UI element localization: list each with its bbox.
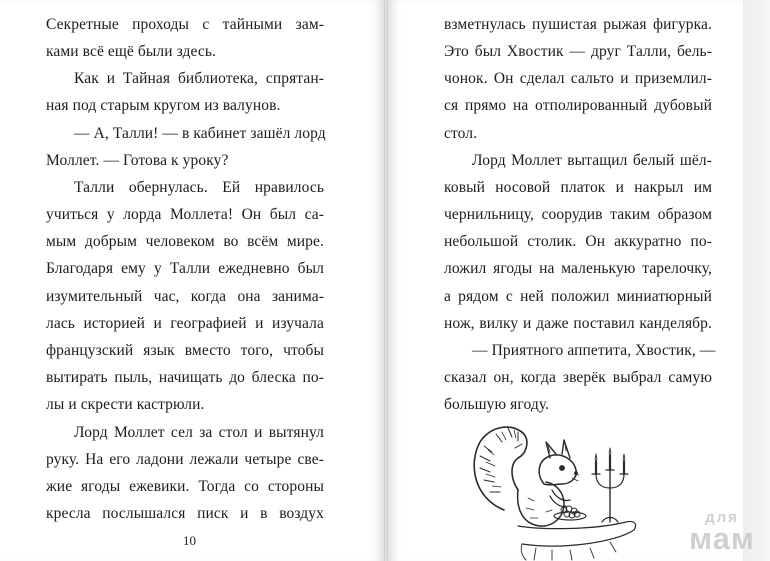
text-line: ложил ягоды на маленькую тарелочку, [444, 260, 712, 277]
text-line: Моллет. — Готова к уроку? [46, 152, 229, 169]
text-line: взметнулась пушистая рыжая фигурка. [444, 16, 712, 33]
right-page [388, 0, 743, 561]
text-line: чернильницу, соорудив таким образом [444, 206, 712, 223]
text-line: нож, вилку и даже поставил канделябр. [444, 315, 712, 332]
page-number: 10 [183, 533, 196, 548]
watermark-logo [682, 510, 762, 554]
text-line: а рядом с ней положил миниатюрный [444, 288, 712, 305]
text-line: небольшой столик. Он аккуратно по- [444, 233, 712, 250]
text-line: изумительный час, когда она занима- [46, 288, 324, 305]
text-line: Благодаря ему у Талли ежедневно был [46, 260, 324, 277]
text-line: ся прямо на отполированный дубовый [444, 97, 712, 114]
text-line: лы и скрести кастрюли. [46, 396, 205, 413]
text-line: ковый носовой платок и накрыл им [444, 179, 712, 196]
text-line: сказал он, когда зверёк выбрал самую [444, 369, 712, 386]
text-line: Это был Хвостик — друг Талли, бель- [444, 43, 712, 60]
watermark-line: для [705, 509, 739, 526]
text-line: ная под старым кругом из валунов. [46, 97, 281, 114]
text-line: учиться у лорда Моллета! Он был са- [46, 206, 324, 223]
text-line: Талли обернулась. Ей нравилось [74, 179, 324, 196]
text-line: — А, Талли! — в кабинет зашёл лорд [74, 125, 326, 142]
text-line: мым добрым человеком во всём мире. [46, 233, 324, 250]
text-line: французский язык вместо того, чтобы [46, 342, 324, 359]
text-line: жие ягоды ежевики. Тогда со стороны [46, 478, 324, 495]
text-line: вытирать пыль, начищать до блеска по- [46, 369, 324, 386]
text-line: кресла послышался писк и в воздух [46, 505, 324, 522]
page-edge [743, 0, 770, 561]
text-line: — Приятного аппетита, Хвостик, — [472, 342, 716, 359]
text-line: стол. [444, 125, 478, 142]
text-line: руку. На его ладони лежали четыре све- [46, 451, 324, 468]
text-line: большую ягоду. [444, 396, 550, 413]
text-line: ками всё ещё были здесь. [46, 43, 217, 60]
text-line: Лорд Моллет вытащил белый шёл- [472, 152, 712, 169]
text-line: лась историей и географией и изучала [46, 315, 324, 332]
squirrel-candelabra-illustration [466, 412, 666, 561]
text-line: Секретные проходы с тайными зам- [46, 16, 324, 33]
watermark-line: мам [689, 521, 755, 556]
left-page [0, 0, 384, 561]
text-line: чонок. Он сделал сальто и приземлил- [444, 70, 712, 87]
text-line: Как и Тайная библиотека, спрятан- [74, 70, 324, 87]
text-line: Лорд Моллет сел за стол и вытянул [74, 424, 324, 441]
